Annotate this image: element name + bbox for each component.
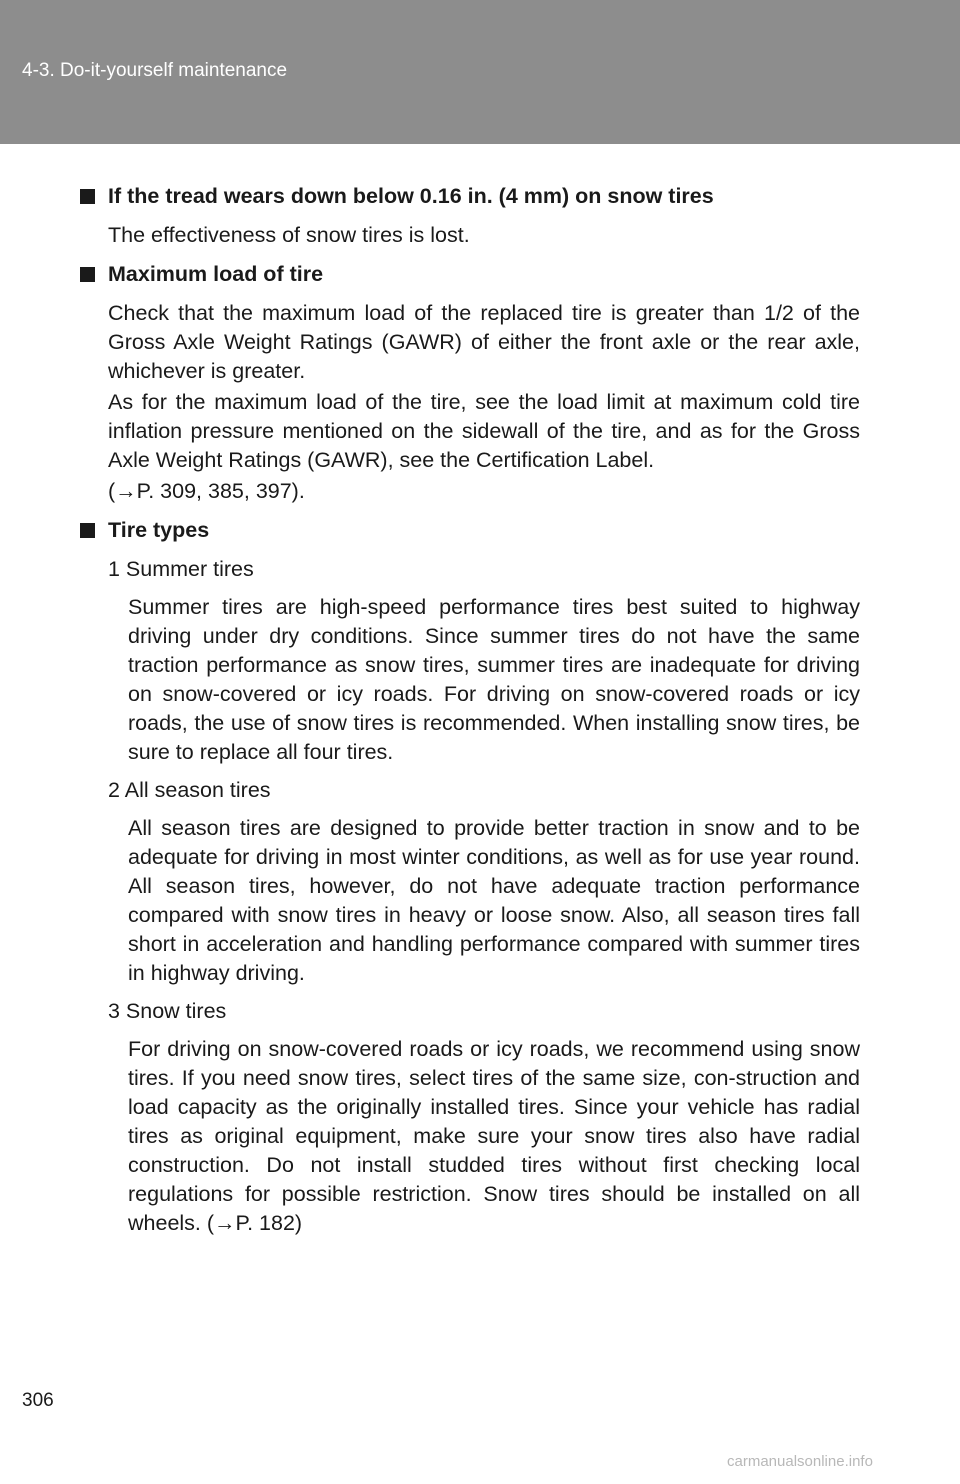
heading-tire-types: Tire types xyxy=(80,516,860,545)
section-title: 4-3. Do-it-yourself maintenance xyxy=(22,60,288,81)
page-header xyxy=(0,0,960,144)
list-item-label: 3 Snow tires xyxy=(108,999,227,1023)
list-item-body: All season tires are designed to provide better traction in snow and to be adequate for driving in most winter conditions, as well as for use year round. All season tires, however, do not have adequate traction performance compared with snow tires in heavy or loose snow. Also, all season tires fall short in acceleration and handling performance compared with summer tires in highway driving. xyxy=(128,816,860,985)
list-item-label: 2 All season tires xyxy=(108,778,271,802)
heading-snow-tread: If the tread wears down below 0.16 in. (4 mm) on snow tires xyxy=(80,182,860,211)
page-reference: (→P. 309, 385, 397). xyxy=(108,479,305,503)
list-item-label: 1 Summer tires xyxy=(108,557,254,581)
paragraph: The effectiveness of snow tires is lost. xyxy=(108,223,470,247)
paragraph: As for the maximum load of the tire, see the load limit at maximum cold tire inflation pressure mentioned on the sidewall of the tire, and as for the Gross Axle Weight Ratings (GAWR), see the Certification Label. xyxy=(108,390,860,472)
heading-maximum-load: Maximum load of tire xyxy=(80,260,860,289)
square-bullet-icon xyxy=(80,523,95,538)
list-item-body: For driving on snow-covered roads or icy roads, we recommend using snow tires. If you need snow tires, select tires of the same size, con-struction and load capacity as the originally installed tires. Since your vehicle has radial tires as original equipment, make sure your snow tires also have radial construction. Do not install studded tires without first checking local regulations for possible restriction. Snow tires should be installed on all wheels. (→P. 182) xyxy=(128,1037,860,1235)
page-content xyxy=(80,182,860,1238)
square-bullet-icon xyxy=(80,189,95,204)
list-item-body: Summer tires are high-speed performance tires best suited to highway driving under dry conditions. Since summer tires do not have the same traction performance as snow tires, summer tires are inadequate for driving on snow-covered or icy roads. For driving on snow-covered roads or icy roads, the use of snow tires is recommended. When installing snow tires, be sure to replace all four tires. xyxy=(128,595,860,764)
page-number: 306 xyxy=(22,1390,54,1411)
paragraph: Check that the maximum load of the replaced tire is greater than 1/2 of the Gross Axle Weight Ratings (GAWR) of either the front axle or the rear axle, whichever is greater. xyxy=(108,301,860,383)
square-bullet-icon xyxy=(80,267,95,282)
watermark: carmanualsonline.info xyxy=(727,1453,873,1470)
